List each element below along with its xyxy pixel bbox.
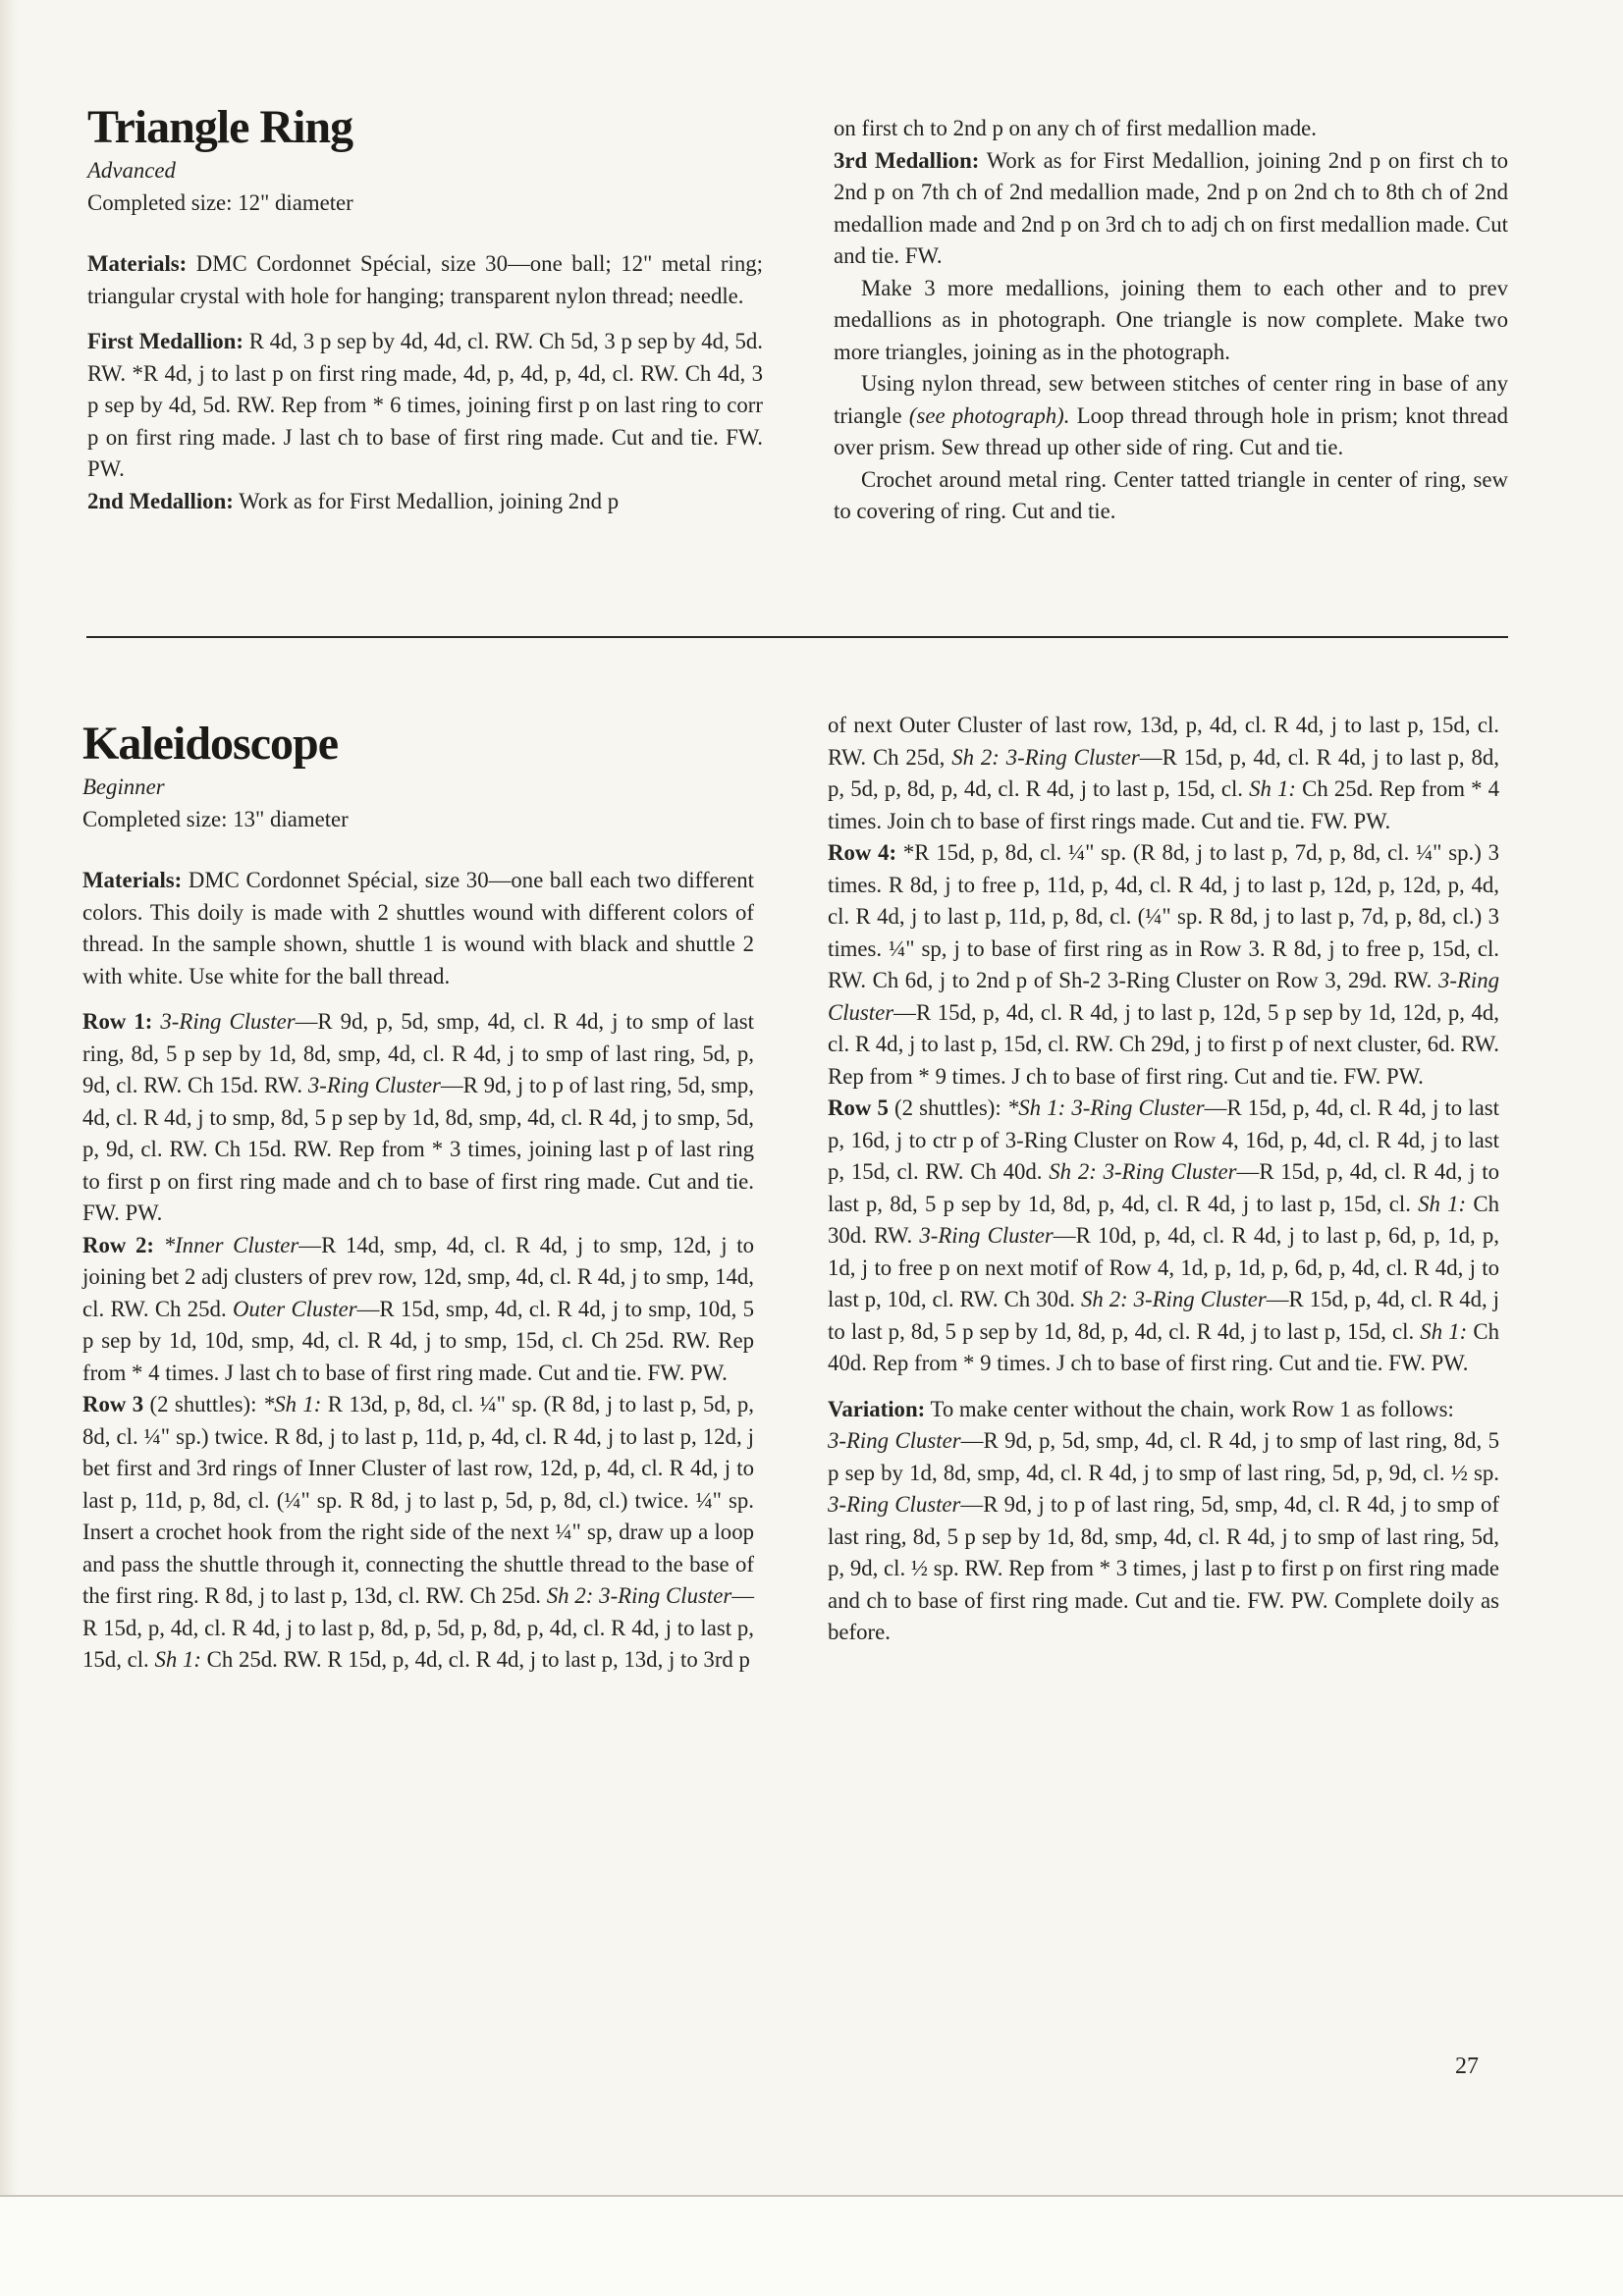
row3-text-b: —R 15d, p, 4d, cl. R 4d, j to last p, 8d, p, 5d, p, 8d, p, 4d, cl. R 4d, j to last p, 15d, cl. — [82, 1583, 754, 1672]
row3-text-d: of next Outer Cluster of last row, 13d, p, 4d, cl. R 4d, j to last p, 15d, cl. RW. Ch 25d, — [828, 713, 1499, 770]
kaleido-row2 — [82, 1230, 754, 1390]
nylon-text-b: Loop thread through hole in prism; knot thread over prism. Sew thread up other side of ring. Cut and tie. — [834, 402, 1508, 459]
kaleido-level: Beginner — [82, 774, 165, 799]
row4-cluster: 3-Ring Cluster — [828, 968, 1499, 1025]
triangle-title: Triangle Ring — [87, 101, 353, 153]
row1-cluster-a: 3-Ring Cluster — [160, 1009, 296, 1034]
kaleido-row3-continued — [828, 710, 1499, 837]
row3-text-a: R 13d, p, 8d, cl. ¼" sp. (R 8d, j to last p, 5d, p, 8d, cl. ¼" sp.) twice. R 8d, j to last p, 11d, p, 4d, cl. R 4d, j to last p, 12d, j bet first and 3rd rings of Inner Cluster of last row, 12d, p, 4d, cl. R 4d, j to last p, 11d, p, 8d, cl. (¼" sp. R 8d, j to last p, 5d, p, 8d, cl.) twice. ¼" sp. Insert a crochet hook from the right side of the next ¼" sp, draw up a loop and pass the shuttle through it, connecting the shuttle thread to the base of the first ring. R 8d, j to last p, 13d, cl. RW. Ch 25d. — [82, 1392, 754, 1608]
row1-text-a: —R 9d, p, 5d, smp, 4d, cl. R 4d, j to smp of last ring, 8d, 5 p sep by 1d, 8d, smp, 4d, cl. R 4d, j to smp of last ring, 5d, p, 9d, cl. RW. Ch 15d. RW. — [82, 1009, 754, 1097]
row5-text-b: —R 15d, p, 4d, cl. R 4d, j to last p, 8d, 5 p sep by 1d, 8d, p, 4d, cl. R 4d, j to last p, 15d, cl. — [828, 1159, 1499, 1216]
row4-text-b: —R 15d, p, 4d, cl. R 4d, j to last p, 12d, 5 p sep by 1d, 12d, p, 4d, cl. R 4d, j to last p, 15d, cl. RW. Ch 29d, j to first p of next cluster, 6d. RW. Rep from * 9 times. J ch to base of first ring. Cut and tie. FW. PW. — [828, 999, 1499, 1089]
variation-label: Variation: — [828, 1396, 926, 1421]
row3-sh1-b: Sh 1: — [154, 1647, 201, 1672]
row3-sh2-cluster: Sh 2: 3-Ring Cluster — [546, 1583, 732, 1608]
row2-text-b: —R 15d, smp, 4d, cl. R 4d, j to smp, 10d, 5 p sep by 1d, 10d, smp, 4d, cl. R 4d, j to smp, 15d, cl. Ch 25d. RW. Rep from * 4 times. J last ch to base of first ring made. Cut and tie. FW. PW. — [82, 1296, 754, 1385]
triangle-level: Advanced — [87, 158, 176, 183]
kaleido-row3 — [82, 1389, 754, 1677]
row5-text-d: —R 10d, p, 4d, cl. R 4d, j to last p, 6d, p, 1d, p, 1d, j to free p on next motif of Row 4, 1d, p, 1d, p, 6d, p, 4d, cl. R 4d, j to last p, 10d, cl. RW. Ch 30d. — [828, 1223, 1499, 1311]
kaleido-variation — [828, 1394, 1499, 1426]
kaleido-variation-body — [828, 1425, 1499, 1649]
page-number: 27 — [1455, 2054, 1479, 2079]
variation-text-b: —R 9d, j to p of last ring, 5d, smp, 4d, cl. R 4d, j to smp of last ring, 8d, 5 p sep by 1d, 8d, smp, 4d, cl. R 4d, j to smp of last ring, 5d, p, 9d, cl. ½ sp. RW. Rep from * 3 times, j last p to first p on first ring made and ch to base of first ring made. Cut and tie. FW. PW. Complete doily as before. — [828, 1492, 1499, 1644]
triangle-size: Completed size: 12" diameter — [87, 189, 353, 215]
row5-paren: (2 shuttles): — [888, 1095, 1007, 1120]
row3-sh2-cluster-b: Sh 2: 3-Ring Cluster — [951, 744, 1140, 770]
row1-cluster-b: 3-Ring Cluster — [307, 1073, 441, 1097]
triangle-third-medallion — [834, 145, 1508, 273]
materials-text: DMC Cordonnet Spécial, size 30—one ball; 12" metal ring; triangular crystal with hole for hanging; transparent nylon thread; needle. — [87, 251, 763, 308]
second-medallion-label: 2nd Medallion: — [87, 488, 234, 513]
row5-cluster: 3-Ring Cluster — [919, 1223, 1054, 1248]
third-medallion-text: Work as for First Medallion, joining 2nd p on first ch to 2nd p on 7th ch of 2nd medallion made, 2nd p on 2nd ch to 8th ch of 2nd medallion made and 2nd p on 3rd ch to adj ch on first medallion made. Cut and tie. FW. — [834, 147, 1508, 268]
kaleido-row4 — [828, 837, 1499, 1093]
row2-inner-cluster: *Inner Cluster — [163, 1232, 299, 1257]
row3-sh1-a: *Sh 1: — [262, 1392, 322, 1416]
kaleido-size: Completed size: 13" diameter — [82, 806, 349, 831]
first-medallion-label: First Medallion: — [87, 329, 243, 353]
row5-sh2-cluster-b: Sh 2: 3-Ring Cluster — [1080, 1287, 1267, 1311]
triangle-crochet: Crochet around metal ring. Center tatted triangle in center of ring, sew to covering of ring. Cut and tie. — [834, 466, 1508, 523]
triangle-materials — [87, 248, 763, 312]
row3-text-c: Ch 25d. RW. R 15d, p, 4d, cl. R 4d, j to last p, 13d, j to 3rd p — [200, 1647, 750, 1672]
row2-outer-cluster: Outer Cluster — [232, 1296, 357, 1321]
row3-label: Row 3 — [82, 1392, 144, 1416]
nylon-text-a: Using nylon thread, sew between stitches of center ring in base of any triangle — [834, 371, 1508, 428]
materials-label: Materials: — [87, 251, 188, 276]
row5-sh1-cluster: *Sh 1: 3-Ring Cluster — [1006, 1095, 1205, 1120]
page-bottom-edge — [0, 2195, 1623, 2197]
row4-label: Row 4: — [828, 840, 897, 865]
variation-cluster-b: 3-Ring Cluster — [828, 1492, 961, 1517]
kaleido-title: Kaleidoscope — [82, 718, 338, 770]
row5-sh2-cluster-a: Sh 2: 3-Ring Cluster — [1049, 1159, 1237, 1184]
nylon-text-italic: (see photograph). — [908, 402, 1070, 428]
second-medallion-text: Work as for First Medallion, joining 2nd p — [239, 488, 620, 513]
first-medallion-text: R 4d, 3 p sep by 4d, 4d, cl. RW. Ch 5d, 3 p sep by 4d, 5d. RW. *R 4d, j to last p on first ring made, 4d, p, 4d, p, 4d, cl. RW. Ch 4d, 3 p sep by 4d, 5d. RW. Rep from * 6 times, joining first p on last ring to corr p on first ring made. J last ch to base of first ring made. Cut and tie. FW. PW. — [87, 329, 764, 481]
row5-text-c: Ch 30d. RW. — [828, 1191, 1499, 1248]
row2-label: Row 2: — [82, 1232, 154, 1257]
row1-text-b: —R 9d, j to p of last ring, 5d, smp, 4d, cl. R 4d, j to smp, 8d, 5 p sep by 1d, 8d, smp, 4d, cl. R 4d, j to smp, 5d, p, 9d, cl. RW. Ch 15d. RW. Rep from * 3 times, joining last p of last ring to first p on first ring made and ch to base of first ring made. Cut and tie. FW. PW. — [82, 1073, 754, 1225]
row5-sh1-a: Sh 1: — [1418, 1191, 1467, 1216]
kaleido-left-column — [82, 717, 754, 1677]
second-medallion-continued: on first ch to 2nd p on any ch of first medallion made. — [834, 116, 1317, 140]
triangle-first-medallion — [87, 326, 763, 486]
row5-text-e: —R 15d, p, 4d, cl. R 4d, j to last p, 8d, 5 p sep by 1d, 8d, p, 4d, cl. R 4d, j to last p, 15d, cl. — [828, 1287, 1500, 1344]
row3-text-e: —R 15d, p, 4d, cl. R 4d, j to last p, 8d, p, 5d, p, 8d, p, 4d, cl. R 4d, j to last p, 15d, cl. — [828, 744, 1499, 801]
page-bottom-margin — [0, 2195, 1623, 2296]
triangle-left-column — [87, 100, 763, 517]
row1-label: Row 1: — [82, 1009, 153, 1034]
kaleido-row1 — [82, 1006, 754, 1230]
triangle-nylon — [834, 368, 1508, 464]
row5-sh1-b: Sh 1: — [1420, 1318, 1468, 1344]
variation-intro: To make center without the chain, work Row 1 as follows: — [925, 1396, 1454, 1421]
kaleido-right-column — [828, 710, 1499, 1649]
row3-text-f: Ch 25d. Rep from * 4 times. Join ch to base of first rings made. Cut and tie. FW. PW. — [828, 776, 1499, 833]
section-divider — [86, 636, 1508, 638]
row3-paren: (2 shuttles): — [143, 1392, 263, 1416]
triangle-second-medallion-start — [87, 486, 763, 518]
triangle-right-column — [834, 113, 1508, 528]
row5-label: Row 5 — [828, 1095, 889, 1120]
variation-cluster-a: 3-Ring Cluster — [828, 1428, 961, 1453]
kaleido-materials — [82, 865, 754, 992]
row3-sh1-c: Sh 1: — [1249, 776, 1297, 801]
page-edge-shadow — [0, 0, 18, 2296]
row2-text-a: —R 14d, smp, 4d, cl. R 4d, j to smp, 12d, j to joining bet 2 adj clusters of prev row, 12d, smp, 4d, cl. R 4d, j to smp, 14d, cl. RW. Ch 25d. — [82, 1232, 755, 1321]
third-medallion-label: 3rd Medallion: — [834, 147, 980, 173]
triangle-make-more: Make 3 more medallions, joining them to each other and to prev medallions as in photograph. One triangle is now complete. Make two more triangles, joining as in the photograph. — [834, 275, 1508, 364]
row5-text-f: Ch 40d. Rep from * 9 times. J ch to base of first ring. Cut and tie. FW. PW. — [828, 1318, 1499, 1375]
kaleido-row5 — [828, 1093, 1499, 1380]
row5-text-a: —R 15d, p, 4d, cl. R 4d, j to last p, 16d, j to ctr p of 3-Ring Cluster on Row 4, 16d, p, 4d, cl. R 4d, j to last p, 15d, cl. RW. Ch 40d. — [828, 1095, 1499, 1184]
kaleido-materials-text: DMC Cordonnet Spécial, size 30—one ball each two different colors. This doily is made with 2 shuttles wound with different colors of thread. In the sample shown, shuttle 1 is wound with black and shuttle 2 with white. Use white for the ball thread. — [82, 868, 754, 988]
row4-text-a: *R 15d, p, 8d, cl. ¼" sp. (R 8d, j to last p, 7d, p, 8d, cl. ¼" sp.) 3 times. R 8d, j to free p, 11d, p, 4d, cl. R 4d, j to last p, 12d, p, 12d, p, 4d, cl. R 4d, j to last p, 11d, p, 8d, cl. (¼" sp. R 8d, j to last p, 7d, p, 8d, cl.) 3 times. ¼" sp, j to base of first ring as in Row 3. R 8d, j to free p, 15d, cl. RW. Ch 6d, j to 2nd p of Sh-2 3-Ring Cluster on Row 3, 29d. RW. — [828, 840, 1499, 992]
variation-text-a: —R 9d, p, 5d, smp, 4d, cl. R 4d, j to smp of last ring, 8d, 5 p sep by 1d, 8d, smp, 4d, cl. R 4d, j to smp of last ring, 5d, p, 9d, cl. ½ sp. — [828, 1428, 1499, 1485]
kaleido-materials-label: Materials: — [82, 868, 183, 892]
